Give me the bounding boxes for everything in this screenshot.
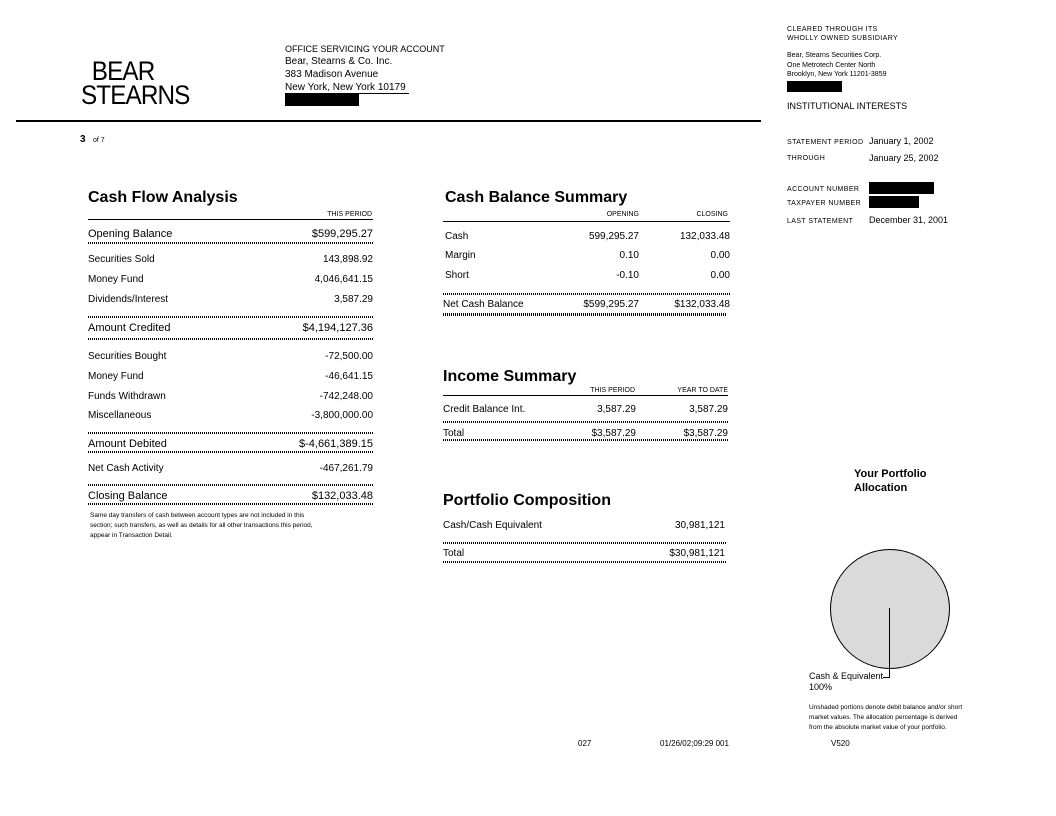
row-label: Securities Sold — [88, 254, 155, 265]
clearing-address-1: One Metrotech Center North — [787, 62, 876, 69]
allocation-note — [809, 703, 962, 733]
row-label: Cash/Cash Equivalent — [443, 520, 542, 531]
taxpayer-number-label: TAXPAYER NUMBER — [787, 200, 862, 207]
cash-flow-title: Cash Flow Analysis — [88, 189, 238, 206]
row-value: $4,194,127.36 — [302, 322, 373, 334]
allocation-title-line: Your Portfolio — [854, 468, 927, 480]
bear-stearns-logo — [81, 56, 190, 110]
row-label: Short — [445, 270, 469, 281]
row-value: $-4,661,389.15 — [298, 438, 373, 450]
row-label: Securities Bought — [88, 351, 167, 362]
ytd-value: 3,587.29 — [689, 404, 728, 415]
page-of: of 7 — [93, 137, 105, 144]
account-number-redacted — [869, 182, 934, 194]
note-line: from the absolute market value of your portfolio. — [809, 724, 947, 731]
allocation-title — [854, 467, 927, 495]
last-statement-value: December 31, 2001 — [869, 215, 949, 225]
row-label: Amount Debited — [88, 438, 167, 450]
pie-slice-label: Cash & Equivalent — [809, 671, 884, 681]
through-label: THROUGH — [787, 155, 826, 162]
row-value: 3,587.29 — [334, 294, 373, 305]
year-to-date-col-header: YEAR TO DATE — [677, 387, 728, 394]
allocation-title-line: Allocation — [854, 482, 908, 494]
cash-balance-title: Cash Balance Summary — [445, 189, 628, 206]
opening-value: 0.10 — [619, 250, 639, 261]
this-period-col-header: THIS PERIOD — [590, 387, 635, 394]
row-value: -3,800,000.00 — [311, 410, 373, 421]
pie-slice-cash-equivalent — [830, 549, 950, 669]
closing-value: $132,033.48 — [674, 299, 730, 310]
row-label: Net Cash Activity — [88, 463, 164, 474]
row-value: $132,033.48 — [311, 490, 373, 502]
through-value: January 25, 2002 — [869, 153, 939, 163]
office-address-2: New York, New York 10179 — [285, 82, 406, 93]
clearing-name: Bear, Stearns Securities Corp. — [787, 52, 882, 59]
row-label: Opening Balance — [88, 228, 173, 240]
closing-value: 0.00 — [710, 250, 730, 261]
clearing-address-2: Brooklyn, New York 11201-3859 — [787, 71, 887, 78]
income-summary-title: Income Summary — [443, 368, 577, 385]
opening-col-header: OPENING — [606, 211, 639, 218]
row-label: Net Cash Balance — [443, 299, 524, 310]
row-value: -46,641.15 — [325, 371, 373, 382]
office-name: Bear, Stearns & Co. Inc. — [285, 56, 393, 67]
period-value: $3,587.29 — [591, 428, 636, 439]
logo-line-1: BEAR — [91, 56, 155, 86]
row-value: -742,248.00 — [319, 391, 373, 402]
row-label: Cash — [445, 231, 469, 242]
portfolio-composition-title: Portfolio Composition — [443, 492, 611, 509]
row-value: $30,981,121 — [669, 548, 725, 559]
last-statement-label: LAST STATEMENT — [787, 218, 854, 225]
footer-code: 027 — [578, 739, 592, 748]
page-indicator — [80, 129, 105, 147]
row-value: $599,295.27 — [311, 228, 373, 240]
footnote-line: Same day transfers of cash between account types are not included in this — [90, 512, 305, 519]
page-number: 3 — [80, 134, 86, 145]
cash-flow-col-header: THIS PERIOD — [327, 211, 372, 218]
pie-leader-line — [889, 608, 890, 678]
row-value: 30,981,121 — [674, 520, 725, 531]
footnote-line: section; such transfers, as well as details for all other transactions this period, — [90, 522, 313, 529]
office-heading: OFFICE SERVICING YOUR ACCOUNT — [285, 44, 445, 54]
taxpayer-number-redacted — [869, 196, 919, 208]
row-label: Total — [443, 428, 465, 439]
clearing-line-1: CLEARED THROUGH ITS — [787, 26, 878, 33]
row-value: 4,046,641.15 — [314, 274, 373, 285]
clearing-line-2: WHOLLY OWNED SUBSIDIARY — [787, 35, 899, 42]
row-value: -72,500.00 — [325, 351, 373, 362]
statement-period-value: January 1, 2002 — [869, 136, 934, 146]
closing-value: 132,033.48 — [679, 231, 730, 242]
opening-value: -0.10 — [616, 270, 639, 281]
opening-value: 599,295.27 — [588, 231, 639, 242]
row-label: Money Fund — [88, 274, 144, 285]
closing-col-header: CLOSING — [696, 211, 728, 218]
row-label: Closing Balance — [88, 490, 168, 502]
cash-flow-footnote — [90, 511, 313, 541]
row-label: Miscellaneous — [88, 410, 152, 421]
row-label: Funds Withdrawn — [88, 391, 166, 402]
pie-leader-line — [883, 677, 890, 678]
row-value: 143,898.92 — [322, 254, 373, 265]
row-label: Money Fund — [88, 371, 144, 382]
footer-timestamp: 01/26/02;09:29 001 — [660, 739, 729, 748]
period-value: 3,587.29 — [597, 404, 636, 415]
account-number-label: ACCOUNT NUMBER — [787, 186, 860, 193]
account-type: INSTITUTIONAL INTERESTS — [787, 101, 908, 111]
ytd-value: $3,587.29 — [683, 428, 728, 439]
redaction-box — [285, 94, 359, 106]
logo-line-2: STEARNS — [81, 80, 190, 110]
row-label: Total — [443, 548, 465, 559]
row-label: Credit Balance Int. — [443, 404, 526, 415]
footer-version: V520 — [831, 739, 850, 748]
statement-period-label: STATEMENT PERIOD — [787, 139, 864, 146]
row-label: Margin — [445, 250, 476, 261]
row-value: -467,261.79 — [319, 463, 373, 474]
redaction-box — [787, 81, 842, 92]
closing-value: 0.00 — [710, 270, 730, 281]
pie-slice-percent: 100% — [809, 682, 833, 692]
footnote-line: appear in Transaction Detail. — [90, 532, 173, 539]
note-line: Unshaded portions denote debit balance and/or short — [809, 704, 963, 711]
opening-value: $599,295.27 — [583, 299, 639, 310]
office-address-1: 383 Madison Avenue — [285, 69, 379, 80]
note-line: market values. The allocation percentage is derived — [809, 714, 958, 721]
row-label: Amount Credited — [88, 322, 171, 334]
row-label: Dividends/Interest — [88, 294, 169, 305]
